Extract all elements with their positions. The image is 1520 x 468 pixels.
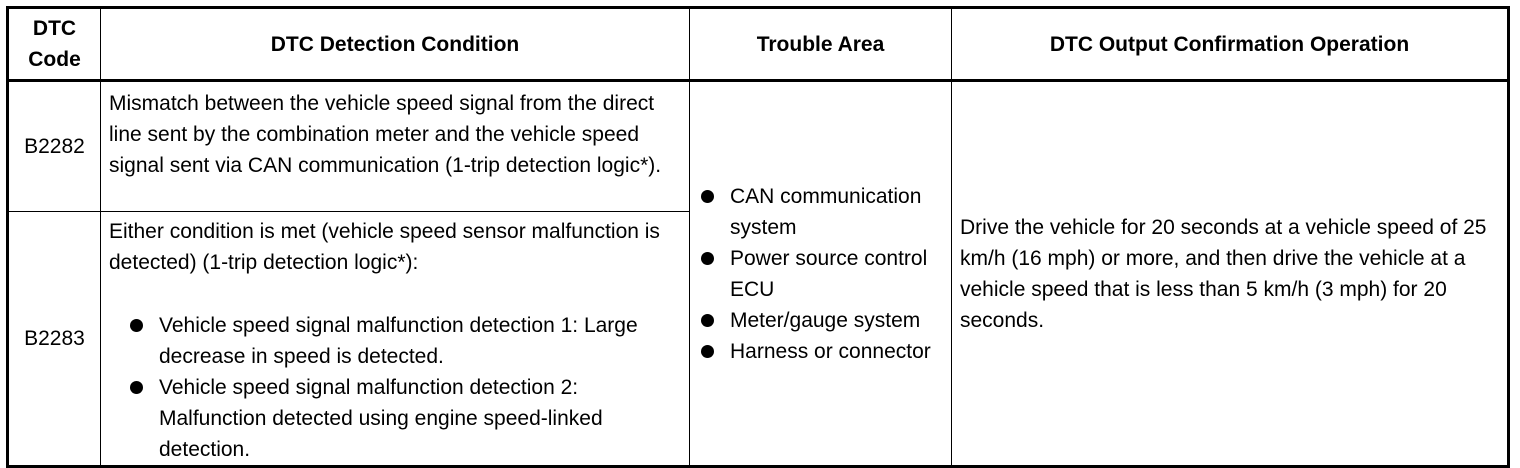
condition-list [109,310,681,465]
header-detection-condition: DTC Detection Condition [101,8,690,81]
header-confirmation: DTC Output Confirmation Operation [952,8,1509,81]
list-item: CAN communication system [698,181,943,243]
trouble-area-list [698,181,943,367]
dtc-table [6,6,1510,468]
list-item: Power source control ECU [698,243,943,305]
dtc-code-cell: B2282 [8,81,101,212]
dtc-code-cell: B2283 [8,212,101,467]
detection-condition-cell: Mismatch between the vehicle speed signal from the direct line sent by the combination meter and the vehicle speed signal sent via CAN communication (1-trip detection logic*). [101,81,690,212]
header-trouble-area: Trouble Area [690,8,952,81]
confirmation-cell: Drive the vehicle for 20 seconds at a vehicle speed of 25 km/h (16 mph) or more, and then drive the vehicle at a vehicle speed that is less than 5 km/h (3 mph) for 20 seconds. [952,81,1509,467]
list-item: Vehicle speed signal malfunction detection 2: Malfunction detected using engine speed-linked detection. [127,372,681,465]
trouble-area-cell [690,81,952,467]
header-row [8,8,1509,81]
table-row [8,81,1509,212]
list-item: Harness or connector [698,336,943,367]
header-dtc-code: DTC Code [8,8,101,81]
detection-condition-cell [101,212,690,467]
list-item: Meter/gauge system [698,305,943,336]
condition-intro: Either condition is met (vehicle speed sensor malfunction is detected) (1-trip detection logic*): [109,220,660,274]
list-item: Vehicle speed signal malfunction detection 1: Large decrease in speed is detected. [127,310,681,372]
